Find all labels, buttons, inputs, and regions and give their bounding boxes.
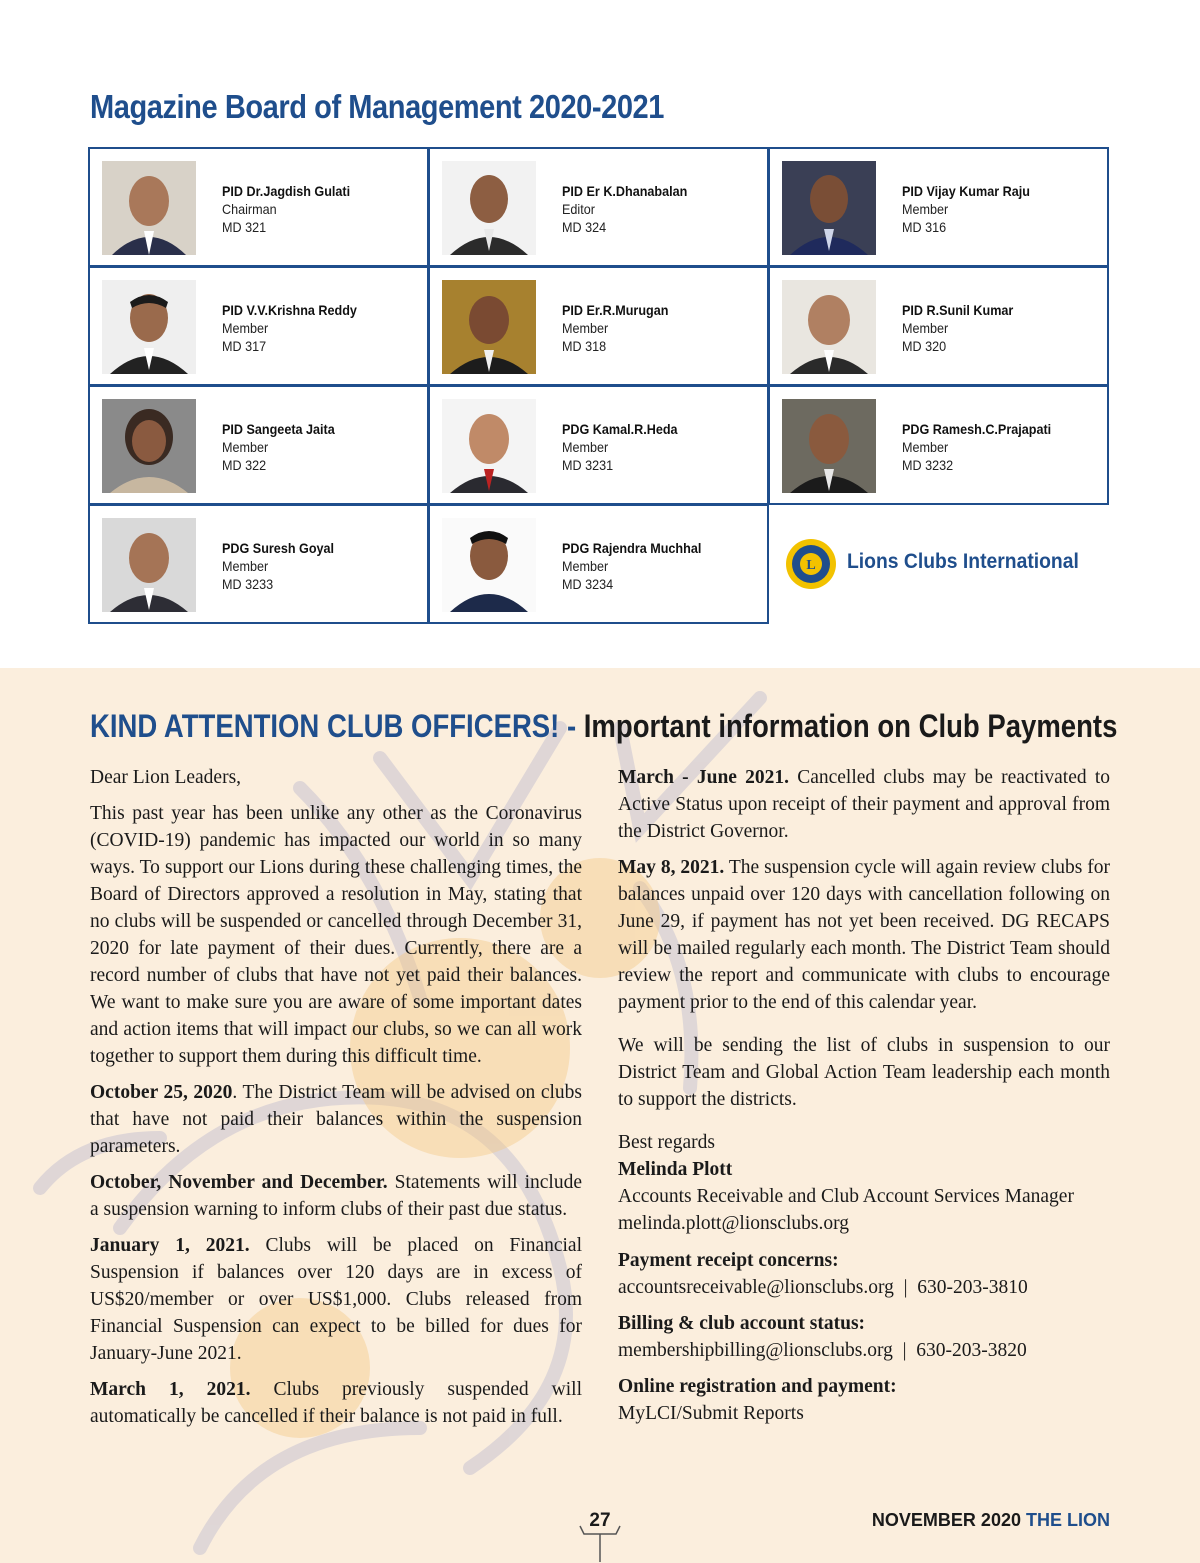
page-number: 27 <box>589 1510 611 1531</box>
member-name: PID Er.R.Murugan <box>562 302 669 318</box>
member-name: PDG Ramesh.C.Prajapati <box>902 421 1052 437</box>
member-name: PID Vijay Kumar Raju <box>902 183 1030 199</box>
timeline-text: The suspension cycle will again review clubs for balances unpaid over 120 days with cancellation following on June 29, if payment has not yet been received. DG RECAPS will be mailed regularly each month. The District Team should review the report and communicate with clubs to encourage payment prior to the end of this calendar year. <box>618 857 1111 1013</box>
contact-block <box>618 1373 1110 1427</box>
member-card <box>428 385 769 505</box>
board-title: Magazine Board of Management 2020-2021 <box>90 88 664 125</box>
member-card <box>88 385 429 505</box>
timeline-date: October 25, 2020 <box>90 1082 233 1103</box>
contact-value[interactable]: membershipbilling@lionsclubs.org | 630-203-3820 <box>618 1340 1027 1361</box>
timeline-item <box>90 1169 582 1223</box>
contact-label: Online registration and payment: <box>618 1376 897 1397</box>
notice-title-attention: KIND ATTENTION CLUB OFFICERS! <box>90 708 560 744</box>
member-district: MD 316 <box>902 219 947 235</box>
member-district: MD 321 <box>222 219 267 235</box>
timeline-date: March - June 2021. <box>618 767 790 788</box>
contact-label: Payment receipt concerns: <box>618 1250 839 1271</box>
lions-logo-text: Lions Clubs International <box>847 550 1079 573</box>
signature-block <box>618 1129 1110 1237</box>
member-photo <box>102 399 196 493</box>
timeline-item <box>618 764 1110 845</box>
member-card <box>428 266 769 386</box>
timeline-date: January 1, 2021. <box>90 1235 250 1256</box>
member-photo <box>102 518 196 612</box>
member-role: Member <box>902 201 949 217</box>
timeline-item <box>90 1079 582 1160</box>
member-role: Member <box>562 320 609 336</box>
regards: Best regards <box>618 1132 715 1153</box>
member-photo <box>442 399 536 493</box>
timeline-item <box>90 1376 582 1430</box>
member-role: Member <box>562 558 609 574</box>
member-card <box>88 504 429 624</box>
timeline-text: Clubs will be placed on Financial Suspension if balances over 120 days are in excess of US$20/member or over US$1,000. Clubs released from Financial Suspension can expect to be billed for dues for January-June 2021. <box>90 1235 582 1364</box>
member-name: PID R.Sunil Kumar <box>902 302 1014 318</box>
member-name: PID Er K.Dhanabalan <box>562 183 688 199</box>
member-district: MD 3231 <box>562 457 614 473</box>
member-photo <box>102 280 196 374</box>
member-name: PID V.V.Krishna Reddy <box>222 302 357 318</box>
member-role: Member <box>222 320 269 336</box>
signer-email[interactable]: melinda.plott@lionsclubs.org <box>618 1213 850 1234</box>
member-name: PID Dr.Jagdish Gulati <box>222 183 351 199</box>
footer-date: NOVEMBER 2020 <box>871 1510 1021 1530</box>
member-photo <box>442 161 536 255</box>
timeline-text: Clubs previously suspended will automatically be cancelled if their balance is not paid in full. <box>90 1379 582 1427</box>
footer-magazine: THE LION <box>1026 1510 1110 1530</box>
svg-text:L: L <box>806 558 816 573</box>
notice-right-column <box>618 764 1110 1427</box>
member-name: PID Sangeeta Jaita <box>222 421 335 437</box>
member-district: MD 317 <box>222 338 267 354</box>
timeline-date: May 8, 2021. <box>618 857 725 878</box>
member-card <box>428 147 769 267</box>
member-photo <box>102 161 196 255</box>
contact-block <box>618 1310 1110 1364</box>
member-role: Member <box>902 439 949 455</box>
member-card <box>88 147 429 267</box>
member-name: PDG Rajendra Muchhal <box>562 540 702 556</box>
member-role: Member <box>902 320 949 336</box>
closing-paragraph: We will be sending the list of clubs in suspension to our District Team and Global Action Team leadership each month to support the districts. <box>618 1035 1110 1110</box>
timeline-item <box>90 1232 582 1367</box>
intro-paragraph: This past year has been unlike any other as the Coronavirus (COVID-19) pandemic has impacted our world in so many ways. To support our Lions during these challenging times, the Board of Directors approved a resolution in May, stating that no clubs will be suspended or cancelled through December 31, 2020 for late payment of their dues. Currently, there are a record number of clubs that have not yet paid their balances. We want to make sure you are aware of some important dates and action items that will impact our clubs, so we can all work together to support them during this difficult time. <box>90 803 582 1067</box>
member-district: MD 3232 <box>902 457 954 473</box>
member-card <box>88 266 429 386</box>
signer-name: Melinda Plott <box>618 1159 733 1180</box>
member-district: MD 3233 <box>222 576 274 592</box>
signer-title: Accounts Receivable and Club Account Services Manager <box>618 1186 1074 1207</box>
member-photo <box>782 280 876 374</box>
timeline-date: March 1, 2021. <box>90 1379 251 1400</box>
timeline-text: Statements will include a suspension warning to inform clubs of their past due status. <box>90 1172 582 1220</box>
member-role: Editor <box>562 201 595 217</box>
member-card <box>768 385 1109 505</box>
member-card <box>768 147 1109 267</box>
notice-left-column <box>90 764 582 1439</box>
timeline-item <box>618 854 1110 1016</box>
member-district: MD 322 <box>222 457 267 473</box>
notice-title-subject: Important information on Club Payments <box>583 708 1118 744</box>
member-district: MD 320 <box>902 338 947 354</box>
timeline-text: . The District Team will be advised on clubs that have not paid their balances within the suspension parameters. <box>90 1082 582 1157</box>
contact-block <box>618 1247 1110 1301</box>
notice-title-separator: - <box>559 708 584 744</box>
lions-emblem-icon <box>785 538 837 590</box>
timeline-date: October, November and December. <box>90 1172 388 1193</box>
timeline-text: Cancelled clubs may be reactivated to Active Status upon receipt of their payment and approval from the District Governor. <box>618 767 1110 842</box>
greeting: Dear Lion Leaders, <box>90 767 242 788</box>
member-card <box>768 266 1109 386</box>
member-district: MD 318 <box>562 338 607 354</box>
member-photo <box>442 518 536 612</box>
member-photo <box>782 399 876 493</box>
contact-label: Billing & club account status: <box>618 1313 866 1334</box>
member-name: PDG Suresh Goyal <box>222 540 335 556</box>
member-district: MD 3234 <box>562 576 614 592</box>
contact-value[interactable]: MyLCI/Submit Reports <box>618 1403 804 1424</box>
contact-value[interactable]: accountsreceivable@lionsclubs.org | 630-203-3810 <box>618 1277 1028 1298</box>
member-role: Member <box>222 558 269 574</box>
lions-logo <box>785 538 1085 590</box>
member-district: MD 324 <box>562 219 607 235</box>
member-role: Member <box>562 439 609 455</box>
member-card <box>428 504 769 624</box>
page-number-bracket-icon <box>578 1524 622 1562</box>
member-role: Chairman <box>222 201 277 217</box>
footer-issue <box>872 1510 1110 1531</box>
member-photo <box>782 161 876 255</box>
notice-title <box>90 708 1117 745</box>
member-name: PDG Kamal.R.Heda <box>562 421 678 437</box>
member-photo <box>442 280 536 374</box>
member-role: Member <box>222 439 269 455</box>
